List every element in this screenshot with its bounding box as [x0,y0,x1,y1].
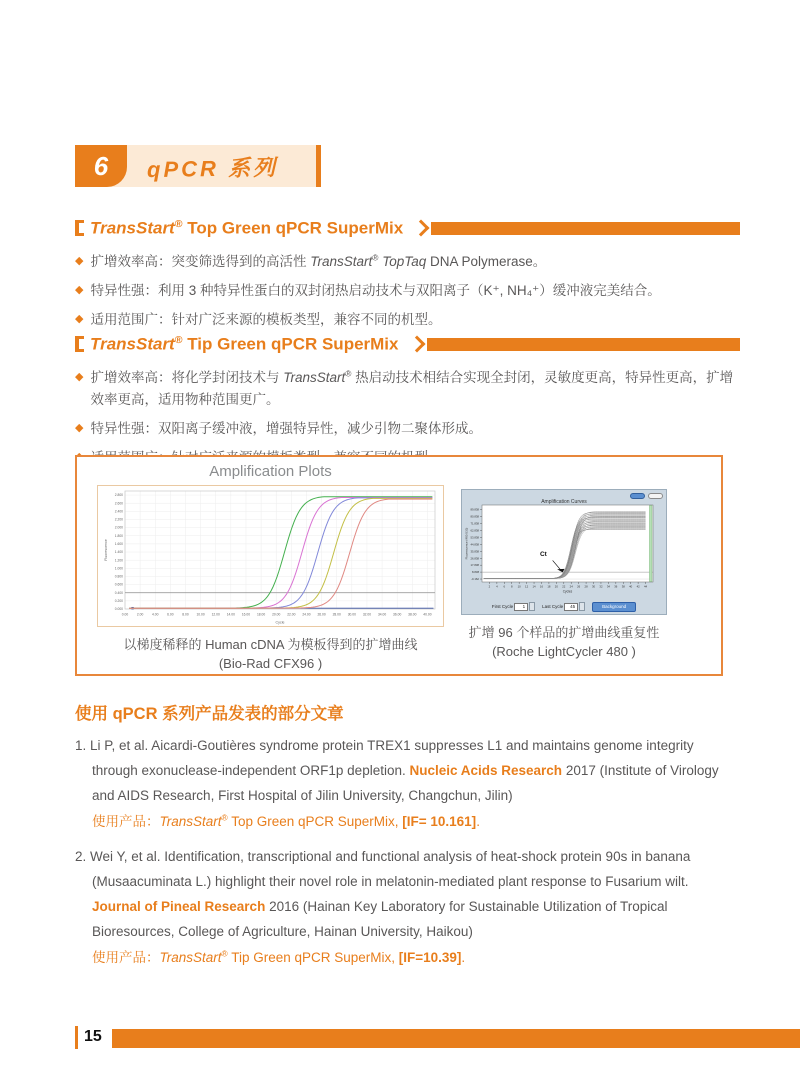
svg-text:12: 12 [525,584,529,589]
svg-text:2.200: 2.200 [114,517,123,522]
svg-text:40: 40 [629,584,633,589]
cycle-controls [462,600,666,613]
svg-text:Ct: Ct [539,550,547,558]
amplification-plot-roche [462,501,666,600]
last-cycle-input: 45 [564,603,578,611]
svg-text:2.00: 2.00 [136,612,144,617]
figure-biorad [97,463,444,674]
feature-text: 扩增效率高：将化学封闭技术与 TransStart® 热启动技术相结合实现全封闭，灵敏度更高，特异性更高，扩增效率更高，适用物种范围更广。 [90,368,734,407]
first-cycle-input: 1 [514,603,528,611]
last-cycle-label: Last Cycle [542,604,564,609]
feature-text: 特异性强：双阳离子缓冲液，增强特异性，减少引物二聚体形成。 [90,420,482,436]
articles-heading: 使用 qPCR 系列产品发表的部分文章 [75,705,344,723]
feature-text: 适用范围广：针对广泛来源的模板类型，兼容不同的机型。 [90,311,442,327]
figure-caption [97,636,444,674]
svg-text:0.00: 0.00 [121,612,129,617]
caption-line: 以梯度稀释的 Human cDNA 为模板得到的扩增曲线 [123,637,418,652]
svg-text:6.00: 6.00 [167,612,174,617]
svg-text:24: 24 [569,584,573,589]
chapter-title: qPCR 系列 [146,154,279,183]
list-item [75,418,740,440]
svg-text:17.838: 17.838 [470,563,479,568]
chart-title: Amplification Plots [209,463,332,480]
svg-text:32.00: 32.00 [362,612,372,617]
footer-tick-bar [75,1026,78,1049]
svg-text:1.400: 1.400 [114,550,123,555]
svg-text:0.600: 0.600 [114,582,123,587]
product-header [75,216,740,240]
figure-box [75,455,723,676]
lightcycler-software-window [461,489,667,615]
svg-text:6: 6 [503,584,506,589]
figure-caption [457,624,671,662]
svg-text:Fluorescence: Fluorescence [104,539,108,561]
svg-text:26.838: 26.838 [470,556,479,561]
background-button: Background [592,602,636,612]
diamond-bullet-icon: ◆ [75,255,84,267]
svg-text:4: 4 [496,584,498,589]
svg-text:8: 8 [510,584,513,589]
svg-text:18.00: 18.00 [256,612,266,617]
svg-text:0.000: 0.000 [114,607,123,612]
reference-citation: 1. Li P, et al. Aicardi-Goutières syndrome protein TREX1 suppresses L1 and maintains genome integrity through exonuclease-independent ORF1p depletion. Nucleic Acids Research 2017 (Institute of Virology and AIDS Research, First Hospital of Jilin University, Changchun, Jilin) [75,738,719,803]
list-item [75,309,740,331]
product-section-top-green [75,216,740,338]
svg-text:42: 42 [636,584,640,589]
svg-text:16: 16 [539,584,544,589]
list-item [75,251,740,273]
spinner-arrows-icon [529,602,535,611]
window-button-blue [630,493,645,499]
svg-text:28.00: 28.00 [332,612,341,617]
svg-text:1.000: 1.000 [114,566,123,571]
list-item [75,280,740,302]
reference-citation: 2. Wei Y, et al. Identification, transcriptional and functional analysis of heat-shock protein 90s in banana (Musaacuminata L.) highlight their novel role in melatonin-mediated plant response to Fusarium wilt. Journal of Pineal Research 2016 (Hainan Key Laboratory for Sustainable Utilization of Tropical Bioresources, College of Agriculture, Hainan University, Haikou) [75,848,691,939]
window-button-gray [648,493,663,499]
caption-line: 扩增 96 个样品的扩增曲线重复性 [468,625,660,640]
page-number: 15 [84,1028,102,1045]
chevron-right-icon [413,220,430,237]
svg-text:16.00: 16.00 [241,612,251,617]
window-titlebar [462,490,666,505]
svg-text:Cycle: Cycle [275,620,285,625]
feature-text: 扩增效率高：突变筛选得到的高活性 TransStart® TopTaq DNA Polymerase。 [90,252,547,269]
svg-text:62.838: 62.838 [470,528,479,533]
svg-text:-0.162: -0.162 [471,577,479,582]
svg-text:24.00: 24.00 [302,612,311,617]
list-item [75,367,740,411]
svg-text:8.00: 8.00 [182,612,189,617]
svg-text:44: 44 [644,584,648,589]
window-title: Amplification Curves [541,499,587,505]
figure-roche [457,489,671,662]
svg-text:53.838: 53.838 [470,535,479,540]
svg-text:32: 32 [599,584,603,589]
svg-text:2: 2 [488,584,491,589]
svg-text:20: 20 [554,584,558,589]
footer-rule-bar [112,1029,800,1048]
diamond-bullet-icon: ◆ [75,312,84,325]
svg-text:1.200: 1.200 [114,558,123,563]
svg-text:30: 30 [591,584,596,589]
svg-text:8.838: 8.838 [472,570,479,575]
caption-line: (Bio-Rad CFX96 ) [218,655,323,671]
svg-text:30.00: 30.00 [347,612,356,617]
svg-text:2.000: 2.000 [114,525,123,530]
chapter-number: 6 [75,145,127,187]
product-header [75,332,740,356]
reference-product-line: 使用产品：TransStart® Tip Green qPCR SuperMix, [IF=10.39]. [92,948,466,965]
svg-text:36.00: 36.00 [393,612,402,617]
chapter-banner [75,145,321,187]
svg-text:12.00: 12.00 [211,612,220,617]
svg-text:14.00: 14.00 [226,612,235,617]
feature-text: 特异性强：利用 3 种特异性蛋白的双封闭热启动技术与双阳离子（K⁺, NH₄⁺）缓冲液完美结合。 [90,282,661,298]
svg-text:2.800: 2.800 [114,493,123,498]
articles-section [75,700,737,981]
svg-text:14: 14 [532,584,536,589]
product-title: TransStart® Tip Green qPCR SuperMix [90,333,399,354]
svg-text:10.00: 10.00 [196,612,205,617]
svg-text:4.00: 4.00 [152,612,159,617]
svg-text:Cycles: Cycles [562,589,573,594]
reference-item [75,845,737,971]
banner-end-bar [316,145,321,187]
bracket-icon [75,336,84,352]
svg-text:2.400: 2.400 [114,509,123,514]
svg-text:26.00: 26.00 [317,612,326,617]
svg-text:38.00: 38.00 [408,612,417,617]
svg-text:89.838: 89.838 [470,507,479,512]
svg-text:34: 34 [606,584,610,589]
svg-text:36: 36 [614,584,618,589]
svg-text:28: 28 [584,584,588,589]
svg-text:Fluorescence (483-533): Fluorescence (483-533) [464,527,469,560]
diamond-bullet-icon: ◆ [75,421,84,434]
svg-text:26: 26 [577,584,581,589]
first-cycle-label: First Cycle [491,604,514,609]
chevron-right-icon [408,336,425,353]
header-rule-bar [431,222,740,235]
svg-text:38: 38 [621,584,625,589]
feature-list [75,251,740,331]
svg-text:40.00: 40.00 [423,612,432,617]
reference-item [75,734,737,835]
svg-text:1.600: 1.600 [114,541,123,546]
svg-text:0.400: 0.400 [114,590,123,595]
diamond-bullet-icon: ◆ [75,371,84,383]
svg-text:2.600: 2.600 [114,501,123,506]
svg-text:1.800: 1.800 [114,533,123,538]
header-rule-bar [427,338,741,351]
svg-text:22.00: 22.00 [287,612,296,617]
spinner-arrows-icon [579,602,585,611]
product-section-tip-green [75,332,740,475]
reference-product-line: 使用产品：TransStart® Top Green qPCR SuperMix, [IF= 10.161]. [92,812,480,829]
svg-text:80.838: 80.838 [470,514,479,519]
svg-text:35.838: 35.838 [470,549,479,554]
amplification-plot-biorad [97,485,444,627]
svg-text:71.838: 71.838 [470,521,479,526]
diamond-bullet-icon: ◆ [75,283,84,296]
first-cycle-control [492,602,535,611]
svg-text:0.200: 0.200 [114,598,123,603]
feature-list [75,367,740,468]
product-title: TransStart® Top Green qPCR SuperMix [90,217,404,238]
svg-text:44.838: 44.838 [470,542,479,547]
svg-text:22: 22 [562,584,566,589]
svg-text:34.00: 34.00 [377,612,387,617]
svg-text:18: 18 [547,584,551,589]
caption-line: (Roche LightCycler 480 ) [492,643,636,659]
last-cycle-control [542,602,585,611]
svg-text:20.00: 20.00 [272,612,281,617]
svg-text:10: 10 [517,584,521,589]
bracket-icon [75,220,84,236]
svg-text:0.800: 0.800 [114,574,123,579]
